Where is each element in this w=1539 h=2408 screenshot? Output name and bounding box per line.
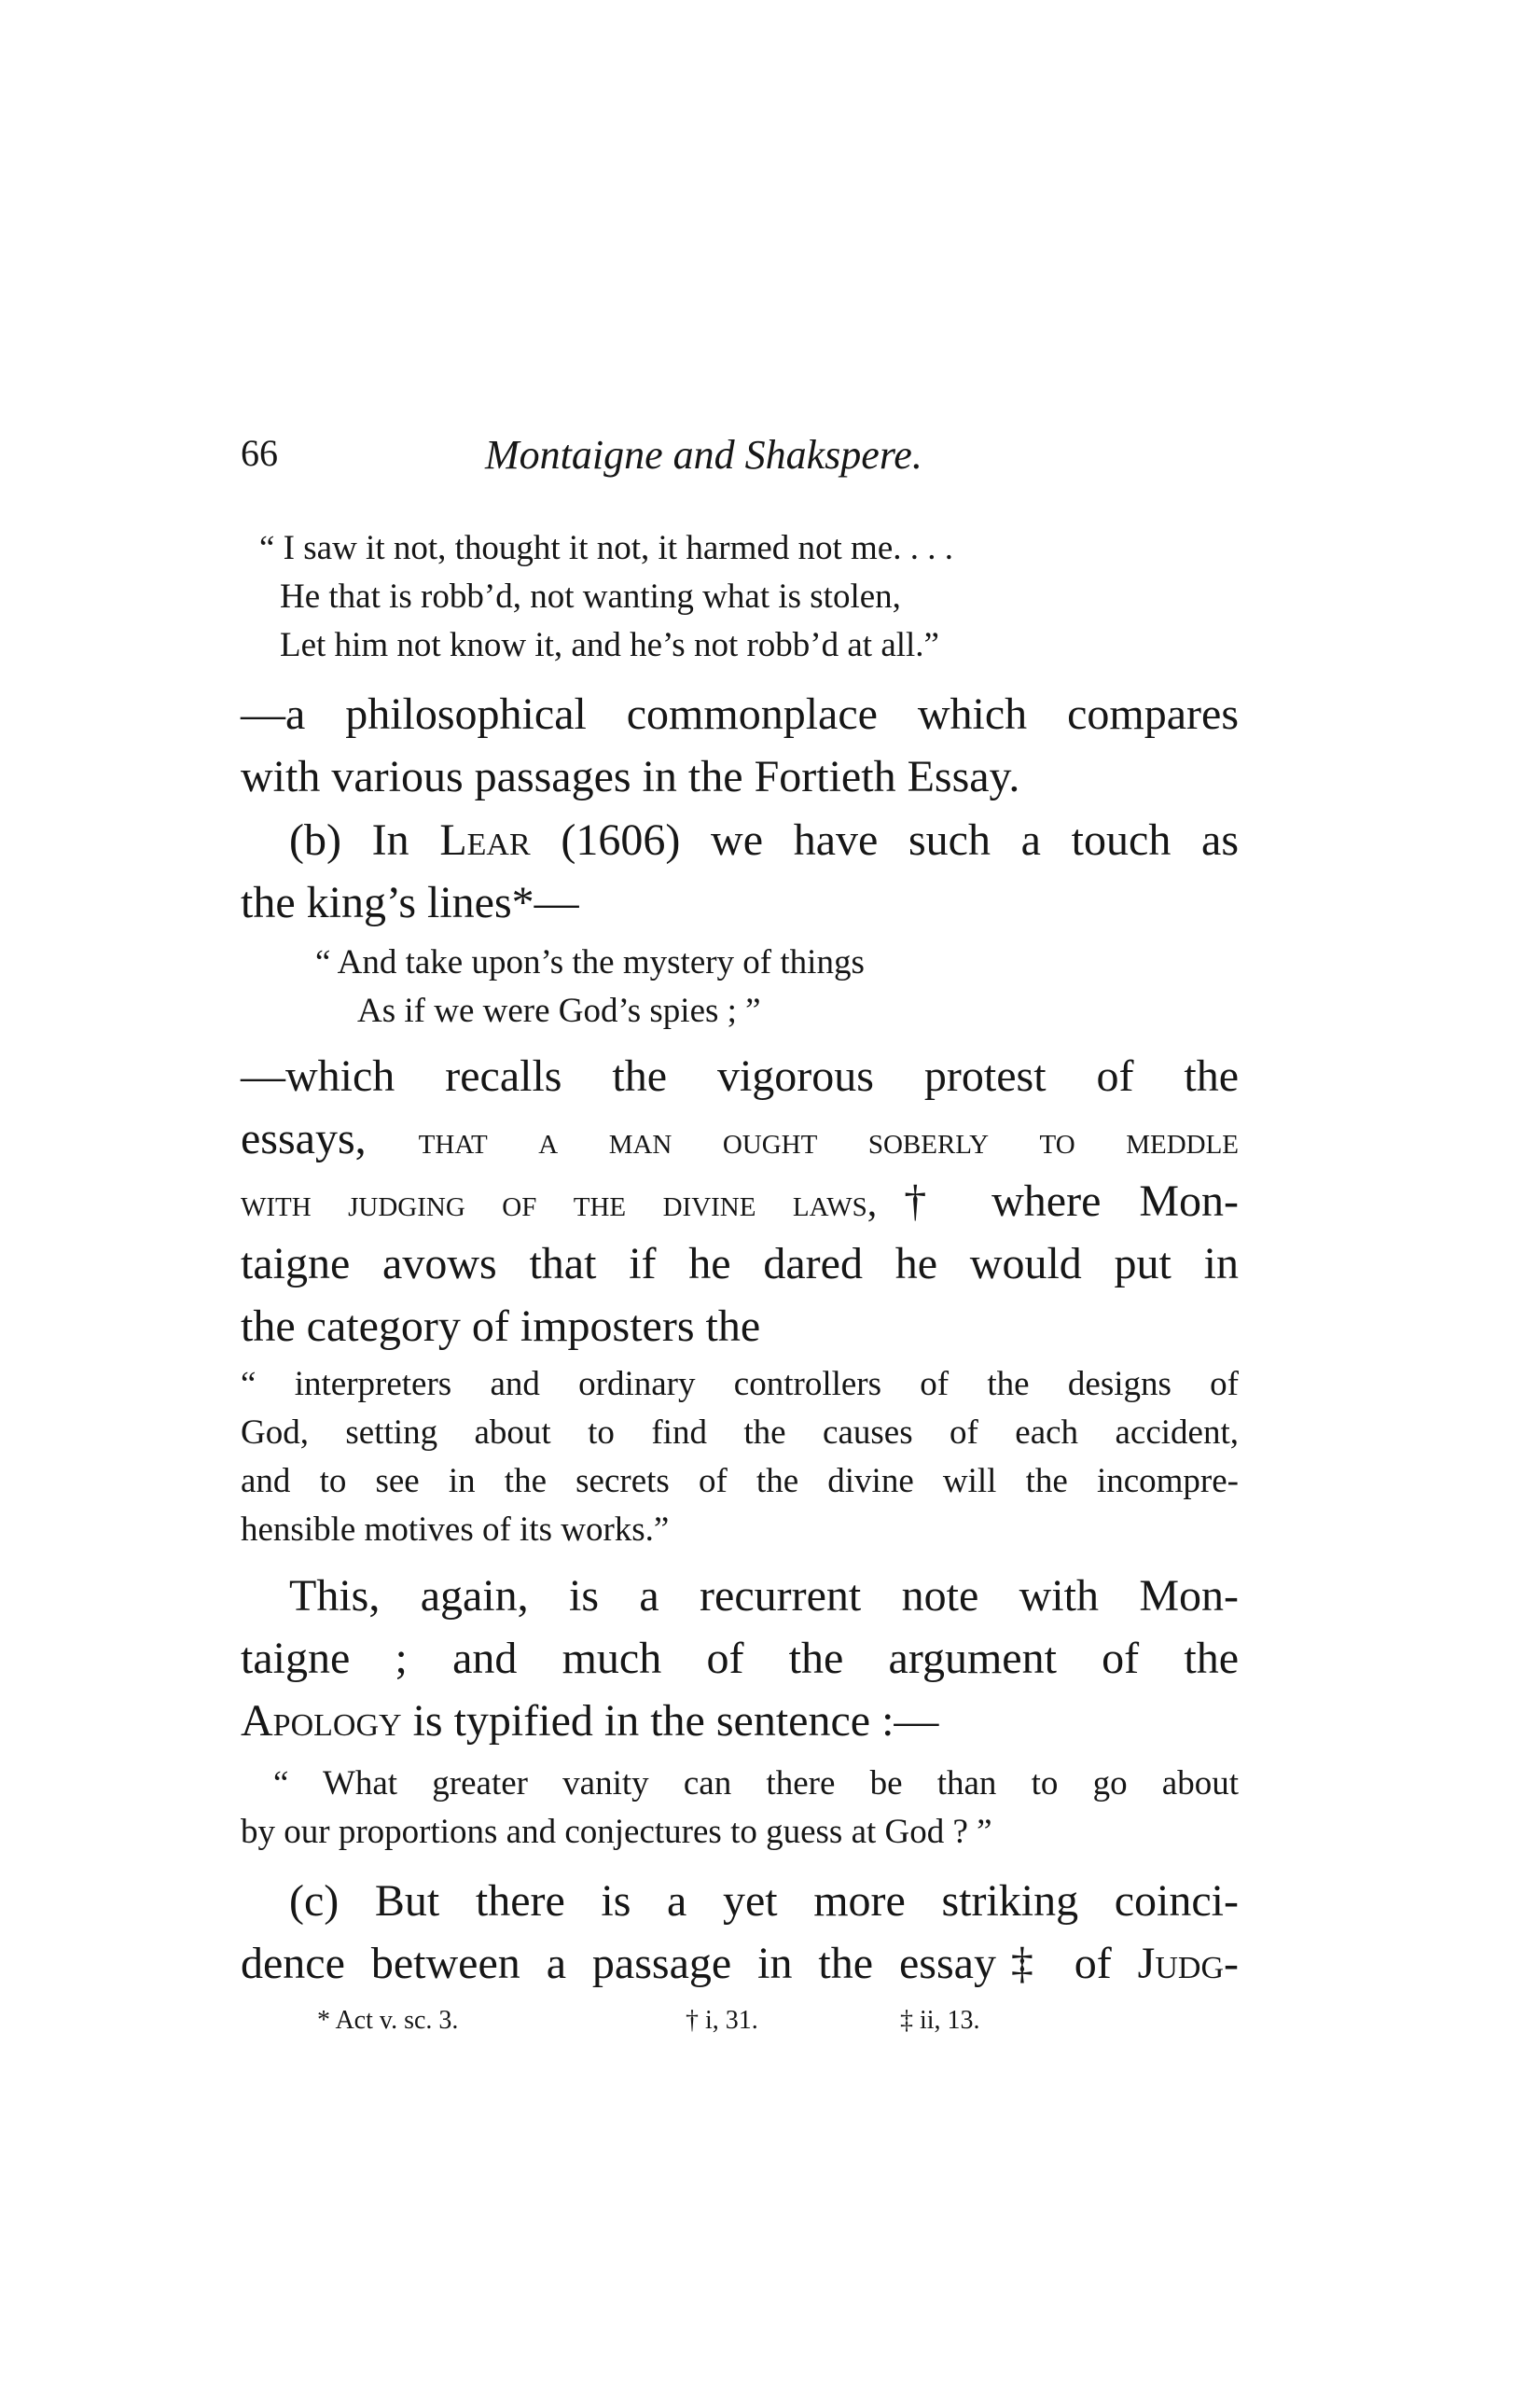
paragraph-line: (b) In Lear (1606) we have such a touch as <box>289 815 1239 865</box>
quotation-line: “ interpreters and ordinary controllers of the designs of <box>241 1365 1239 1403</box>
paragraph-line: taigne ; and much of the argument of the <box>241 1634 1239 1683</box>
footnote: † i, 31. <box>686 2006 758 2035</box>
paragraph-line: (c) But there is a yet more striking coinci- <box>289 1876 1239 1926</box>
paragraph-line: the category of imposters the <box>241 1301 761 1351</box>
paragraph-line: Apology is typified in the sentence :— <box>241 1696 939 1746</box>
essay-title-apology: Apology <box>241 1696 402 1746</box>
quotation-line: by our proportions and conjectures to guess at God ? ” <box>241 1813 992 1851</box>
verse-line: “ And take upon’s the mystery of things <box>315 943 865 981</box>
paragraph-line: taigne avows that if he dared he would put in <box>241 1239 1239 1288</box>
play-title-lear: Lear <box>439 815 531 865</box>
paragraph-line: the king’s lines*— <box>241 878 579 927</box>
verse-line: Let him not know it, and he’s not robb’d at all.” <box>280 626 939 664</box>
page-header <box>241 431 1239 487</box>
quotation-line: God, setting about to find the causes of each accident, <box>241 1413 1239 1452</box>
running-title: Montaigne and Shakspere. <box>485 432 922 478</box>
verse-line: He that is robb’d, not wanting what is stolen, <box>280 578 901 616</box>
quotation-line: hensible motives of its works.” <box>241 1510 670 1549</box>
quotation-line: and to see in the secrets of the divine will the incompre- <box>241 1462 1239 1500</box>
paragraph-line: —a philosophical commonplace which compares <box>241 689 1239 739</box>
footnote: ‡ ii, 13. <box>900 2006 980 2035</box>
footnotes <box>0 2006 1539 2043</box>
essay-title-judging: Judg- <box>1137 1939 1239 1988</box>
paragraph-line: This, again, is a recurrent note with Mon- <box>289 1571 1239 1621</box>
paragraph-line: with various passages in the Fortieth Essay. <box>241 752 1020 801</box>
paragraph-line: —which recalls the vigorous protest of the <box>241 1051 1239 1101</box>
paragraph-line: essays, that a man ought soberly to meddle <box>241 1114 1240 1163</box>
verse-line: “ I saw it not, thought it not, it harmed not me. . . . <box>259 529 954 567</box>
verse-line: As if we were God’s spies ; ” <box>357 992 761 1030</box>
footnote: * Act v. sc. 3. <box>317 2006 459 2035</box>
essay-title: that a man ought soberly to meddle <box>418 1120 1240 1162</box>
essay-title: with judging of the divine laws, <box>241 1182 878 1225</box>
paragraph-line: dence between a passage in the essay‡ of Judg- <box>241 1939 1239 1988</box>
quotation-line: “ What greater vanity can there be than to go about <box>273 1764 1239 1803</box>
page-number: 66 <box>241 432 278 474</box>
paragraph-line: with judging of the divine laws,† where Mon- <box>241 1176 1240 1226</box>
